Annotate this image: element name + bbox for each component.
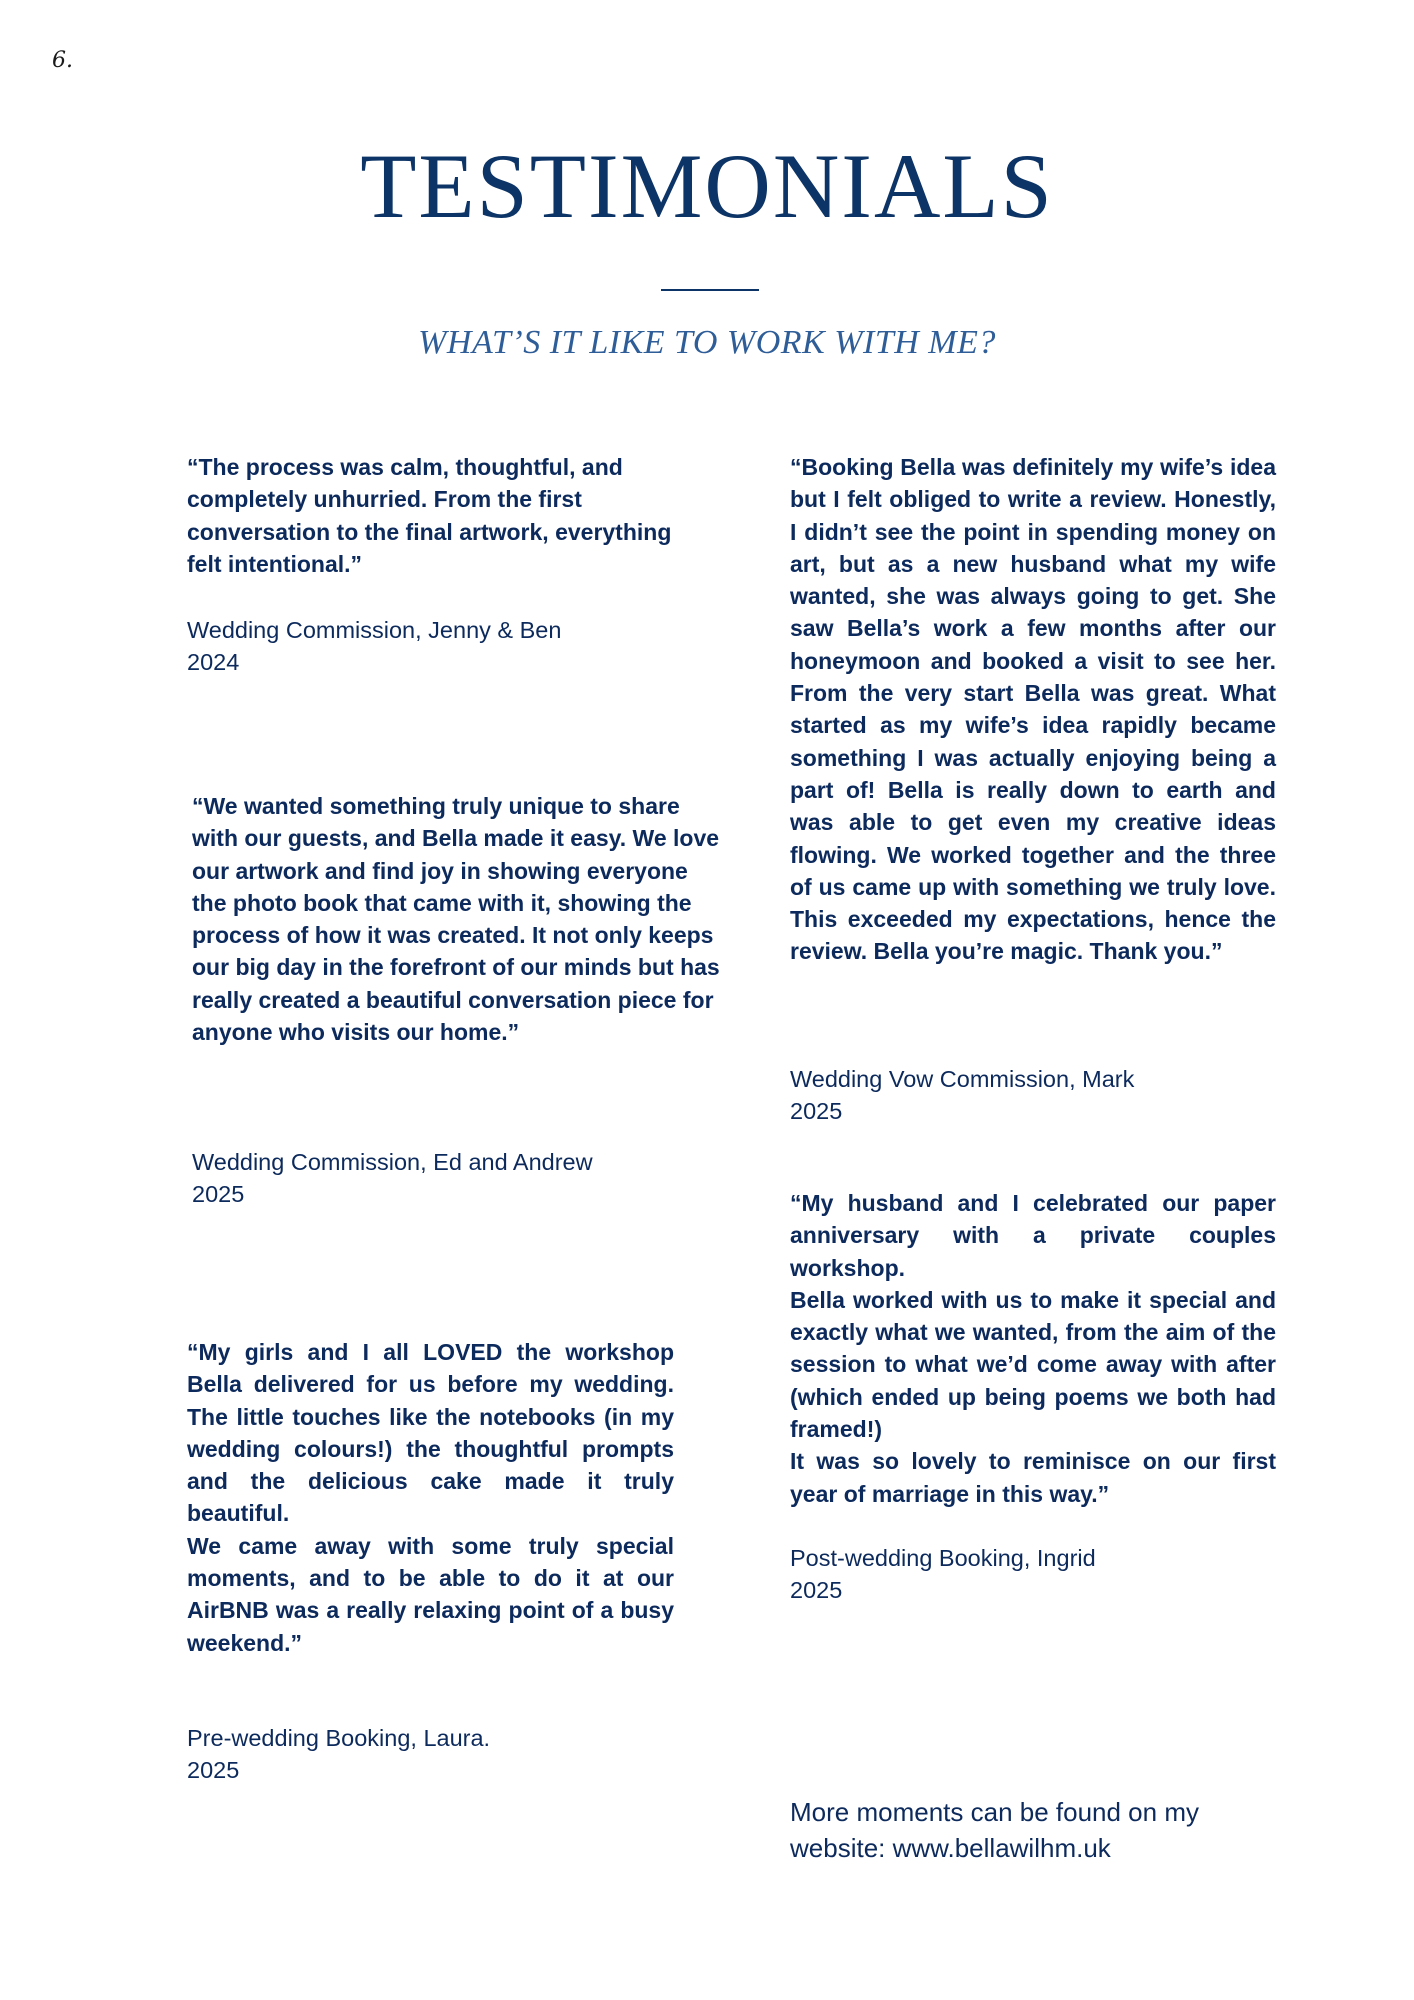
attribution-year: 2025 (790, 1577, 843, 1603)
quote-paragraph: “My husband and I celebrated our paper anniversary with a private couples workshop. (790, 1190, 1276, 1281)
attribution-name: Post-wedding Booking, Ingrid (790, 1545, 1096, 1571)
attribution-name: Wedding Commission, Jenny & Ben (187, 617, 562, 643)
website-note (790, 1794, 1310, 1866)
page-subtitle: WHAT’S IT LIKE TO WORK WITH ME? (418, 324, 996, 361)
testimonial-quote-ingrid (790, 1187, 1276, 1510)
attribution-year: 2025 (790, 1098, 843, 1124)
title-divider (661, 289, 759, 291)
quote-paragraph: “My girls and I all LOVED the workshop Bella delivered for us before my wedding. The little touches like the notebooks (in my wedding colours!) the thoughtful prompts and the delicious cake made it truly beautiful. (187, 1339, 674, 1527)
testimonial-attribution-ed-andrew (192, 1146, 712, 1210)
attribution-name: Pre-wedding Booking, Laura. (187, 1725, 491, 1751)
website-note-line: More moments can be found on my (790, 1797, 1199, 1827)
attribution-name: Wedding Vow Commission, Mark (790, 1066, 1135, 1092)
attribution-year: 2025 (192, 1181, 245, 1207)
quote-paragraph: We came away with some truly special moments, and to be able to do it at our AirBNB was a really relaxing point of a busy weekend.” (187, 1532, 674, 1656)
testimonial-attribution-jenny-ben (187, 614, 687, 678)
testimonial-quote-laura (187, 1336, 674, 1659)
page-number: 6. (52, 48, 73, 73)
attribution-year: 2025 (187, 1757, 240, 1783)
testimonial-quote-mark: “Booking Bella was definitely my wife’s idea but I felt obliged to write a review. Honestly, I didn’t see the point in spending money on art, but as a new husband what my wife wanted, she was always going to get. She saw Bella’s work a few months after our honeymoon and booked a visit to see her. From the very start Bella was great. What started as my wife’s idea rapidly became something I was actually enjoying being a part of! Bella is really down to earth and was able to get even my creative ideas flowing. We worked together and the three of us came up with something we truly love. This exceeded my expectations, hence the review. Bella you’re magic. Thank you.” (790, 454, 1276, 965)
website-link[interactable]: website: www.bellawilhm.uk (790, 1833, 1111, 1863)
testimonial-attribution-mark (790, 1063, 1290, 1127)
page-title: TESTIMONIALS (360, 135, 1054, 237)
testimonial-quote-ed-andrew: “We wanted something truly unique to share with our guests, and Bella made it easy. We love our artwork and find joy in showing everyone the photo book that came with it, showing the process of how it was created. It not only keeps our big day in the forefront of our minds but has really created a beautiful conversation piece for anyone who visits our home.” (192, 793, 720, 1046)
testimonial-quote-jenny-ben: “The process was calm, thoughtful, and completely unhurried. From the first conversation to the final artwork, everything felt intentional.” (187, 454, 672, 577)
attribution-name: Wedding Commission, Ed and Andrew (192, 1149, 593, 1175)
attribution-year: 2024 (187, 649, 240, 675)
quote-paragraph: It was so lovely to reminisce on our first year of marriage in this way.” (790, 1448, 1276, 1507)
quote-paragraph: Bella worked with us to make it special and exactly what we wanted, from the aim of the session to what we’d come away with after (which ended up being poems we both had framed!) (790, 1286, 1276, 1443)
testimonial-attribution-ingrid (790, 1542, 1290, 1606)
testimonial-attribution-laura (187, 1722, 687, 1786)
